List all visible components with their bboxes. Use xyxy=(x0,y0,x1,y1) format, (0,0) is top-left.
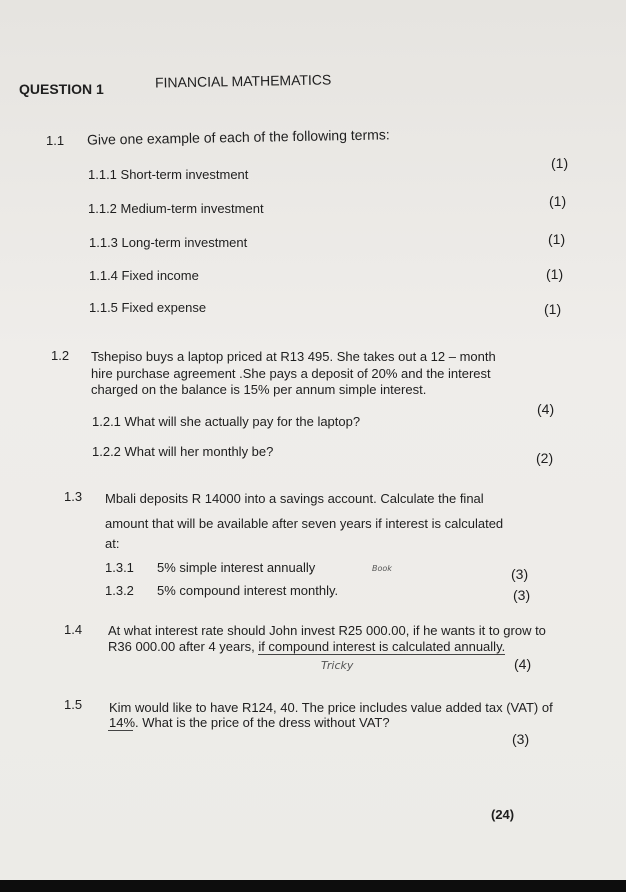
sub-question-label: 1.1.5 Fixed expense xyxy=(89,300,207,315)
marks: (4) xyxy=(514,656,532,672)
question-number: 1.1 xyxy=(46,133,65,148)
marks: (3) xyxy=(513,587,531,603)
question-text-line: at: xyxy=(105,536,120,551)
question-text-line: hire purchase agreement .She pays a deposit of 20% and the interest xyxy=(91,366,491,381)
handwritten-note: Book xyxy=(372,564,392,573)
sub-question-number: 1.3.1 xyxy=(105,560,134,575)
marks: (2) xyxy=(536,450,554,466)
question-text-line: charged on the balance is 15% per annum simple interest. xyxy=(91,382,427,397)
question-text: Give one example of each of the following terms: xyxy=(86,126,390,148)
question-text-line: Tshepiso buys a laptop priced at R13 495. She takes out a 12 – month xyxy=(91,349,496,364)
marks: (1) xyxy=(549,193,567,209)
sub-question-label: 1.1.4 Fixed income xyxy=(89,268,199,283)
marks: (1) xyxy=(551,155,569,171)
question-text-line: Kim would like to have R124, 40. The price includes value added tax (VAT) of xyxy=(109,700,553,715)
question-text-line xyxy=(108,639,505,654)
question-text-part: R36 000.00 after 4 years, xyxy=(108,639,259,654)
section-title: FINANCIAL MATHEMATICS xyxy=(154,71,332,91)
question-number: 1.2 xyxy=(51,348,70,363)
handwritten-underline xyxy=(108,730,133,731)
handwritten-note: Tricky xyxy=(321,659,354,672)
underlined-text: if compound interest is calculated annually. xyxy=(258,639,506,654)
marks: (4) xyxy=(537,401,555,417)
sub-question-label: 1.1.3 Long-term investment xyxy=(89,235,248,250)
sub-question-label: 1.1.1 Short-term investment xyxy=(88,167,249,182)
question-text-line: Mbali deposits R 14000 into a savings account. Calculate the final xyxy=(105,491,484,506)
question-text-line: 14%. What is the price of the dress without VAT? xyxy=(109,715,390,730)
question-label: QUESTION 1 xyxy=(19,81,104,97)
question-text-line: At what interest rate should John invest R25 000.00, if he wants it to grow to xyxy=(108,623,546,638)
sub-question-label: 1.2.1 What will she actually pay for the laptop? xyxy=(92,414,361,429)
question-number: 1.4 xyxy=(64,622,83,637)
total-marks: (24) xyxy=(491,807,515,822)
question-number: 1.3 xyxy=(64,489,83,504)
marks: (3) xyxy=(512,731,530,747)
marks: (1) xyxy=(544,301,562,317)
question-text-line: amount that will be available after seven years if interest is calculated xyxy=(105,516,504,531)
sub-question-label: 1.1.2 Medium-term investment xyxy=(88,201,264,216)
sub-question-text: 5% compound interest monthly. xyxy=(157,583,339,598)
marks: (3) xyxy=(511,566,529,582)
bottom-edge xyxy=(0,880,626,892)
question-number: 1.5 xyxy=(64,697,83,712)
marks: (1) xyxy=(548,231,566,247)
sub-question-text: 5% simple interest annually xyxy=(157,560,316,575)
marks: (1) xyxy=(546,266,564,282)
sub-question-label: 1.2.2 What will her monthly be? xyxy=(92,444,274,459)
sub-question-number: 1.3.2 xyxy=(105,583,134,598)
